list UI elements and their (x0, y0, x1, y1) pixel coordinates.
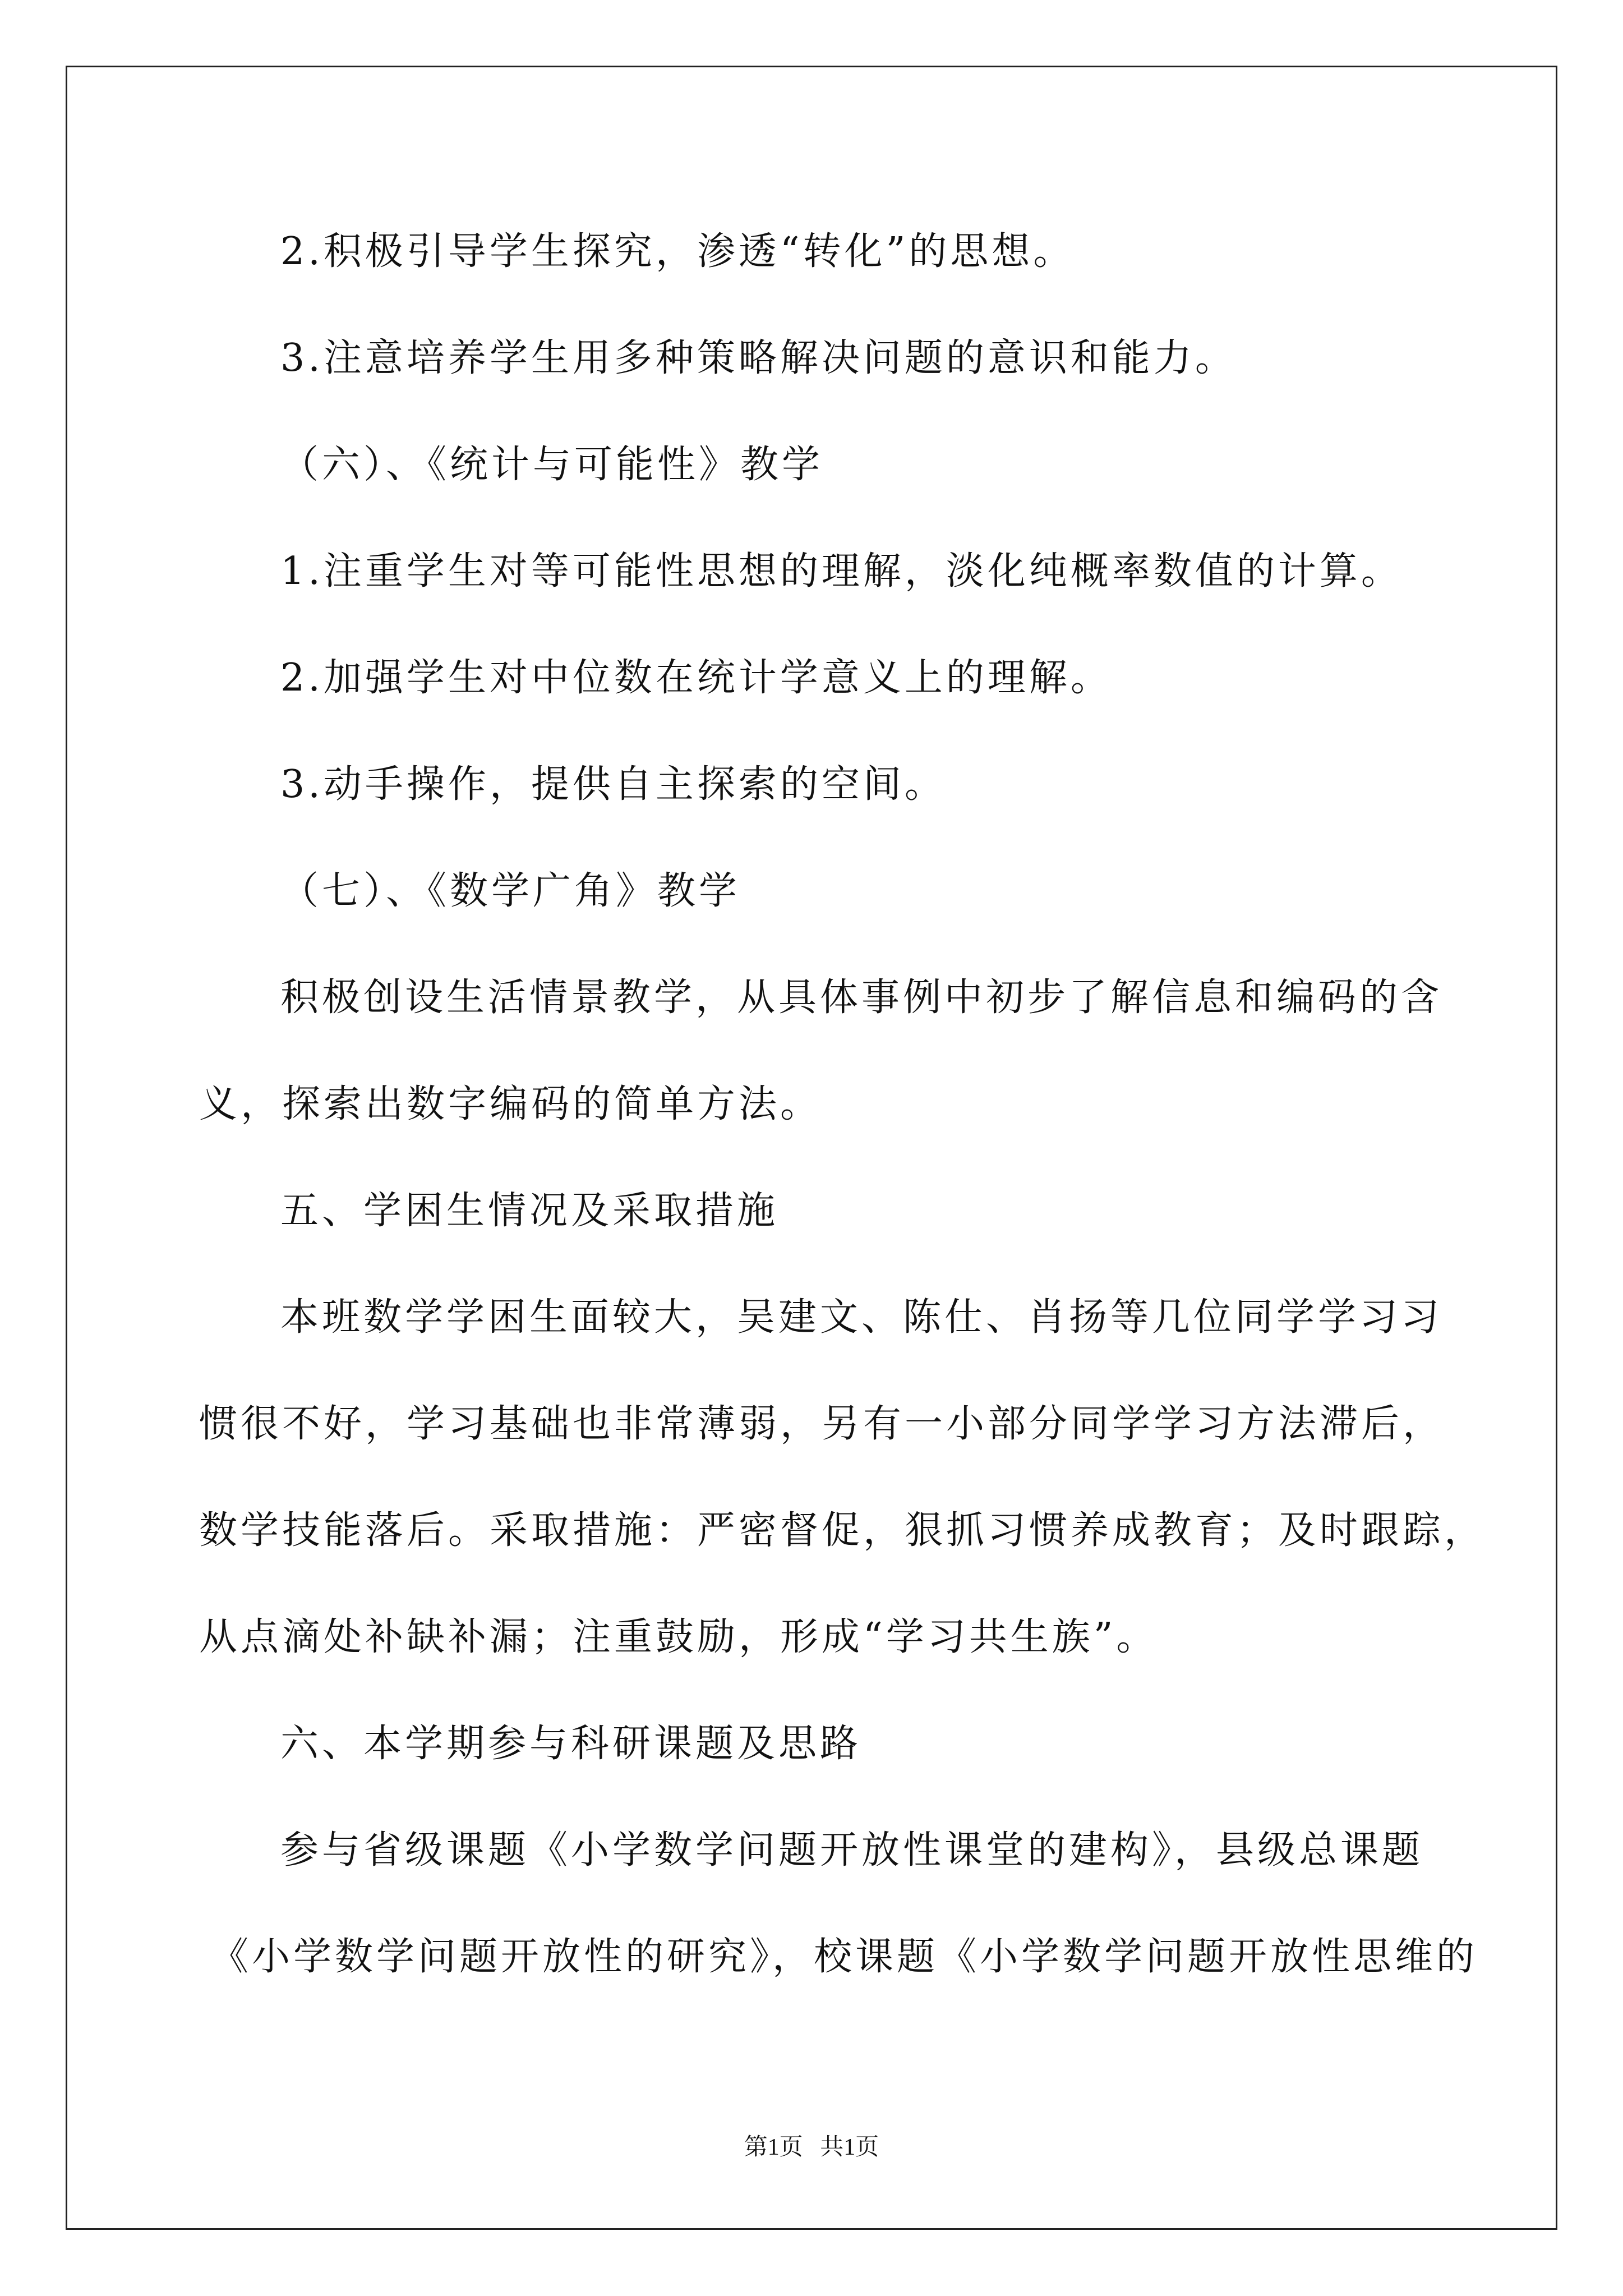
paragraph-line: 惯很不好，学习基础也非常薄弱，另有一小部分同学学习方法滞后， (199, 1402, 1445, 1446)
paragraph-line: 义，探索出数字编码的简单方法。 (199, 1082, 822, 1126)
section-heading: （六）、《统计与可能性》教学 (280, 443, 824, 487)
list-item: 3.注意培养学生用多种策略解决问题的意识和能力。 (280, 336, 1237, 380)
list-item: 2.积极引导学生探究，渗透“转化”的思想。 (280, 229, 1075, 274)
section-heading: 六、本学期参与科研课题及思路 (280, 1722, 862, 1766)
paragraph-line: 本班数学学困生面较大，吴建文、陈仕、肖扬等几位同学学习习 (280, 1295, 1443, 1340)
page-total: 共1页 (820, 2134, 879, 2160)
section-heading: （七）、《数学广角》教学 (280, 869, 741, 913)
paragraph-line: 从点滴处补缺补漏；注重鼓励，形成“学习共生族”。 (199, 1615, 1158, 1659)
page-border (66, 66, 1557, 2230)
paragraph-line: 数学技能落后。采取措施：严密督促，狠抓习惯养成教育；及时跟踪， (199, 1508, 1486, 1553)
list-item: 3.动手操作，提供自主探索的空间。 (280, 762, 946, 807)
list-item: 2.加强学生对中位数在统计学意义上的理解。 (280, 656, 1112, 700)
list-item: 1.注重学生对等可能性思想的理解，淡化纯概率数值的计算。 (280, 549, 1403, 593)
page-number: 第1页 (744, 2134, 803, 2160)
section-heading: 五、学困生情况及采取措施 (280, 1189, 779, 1233)
paragraph-line: 《小学数学问题开放性的研究》，校课题《小学数学问题开放性思维的 (210, 1935, 1478, 1979)
page-footer (0, 2136, 1623, 2159)
paragraph-line: 积极创设生活情景教学，从具体事例中初步了解信息和编码的含 (280, 976, 1443, 1020)
paragraph-line: 参与省级课题《小学数学问题开放性课堂的建构》，县级总课题 (280, 1828, 1424, 1872)
